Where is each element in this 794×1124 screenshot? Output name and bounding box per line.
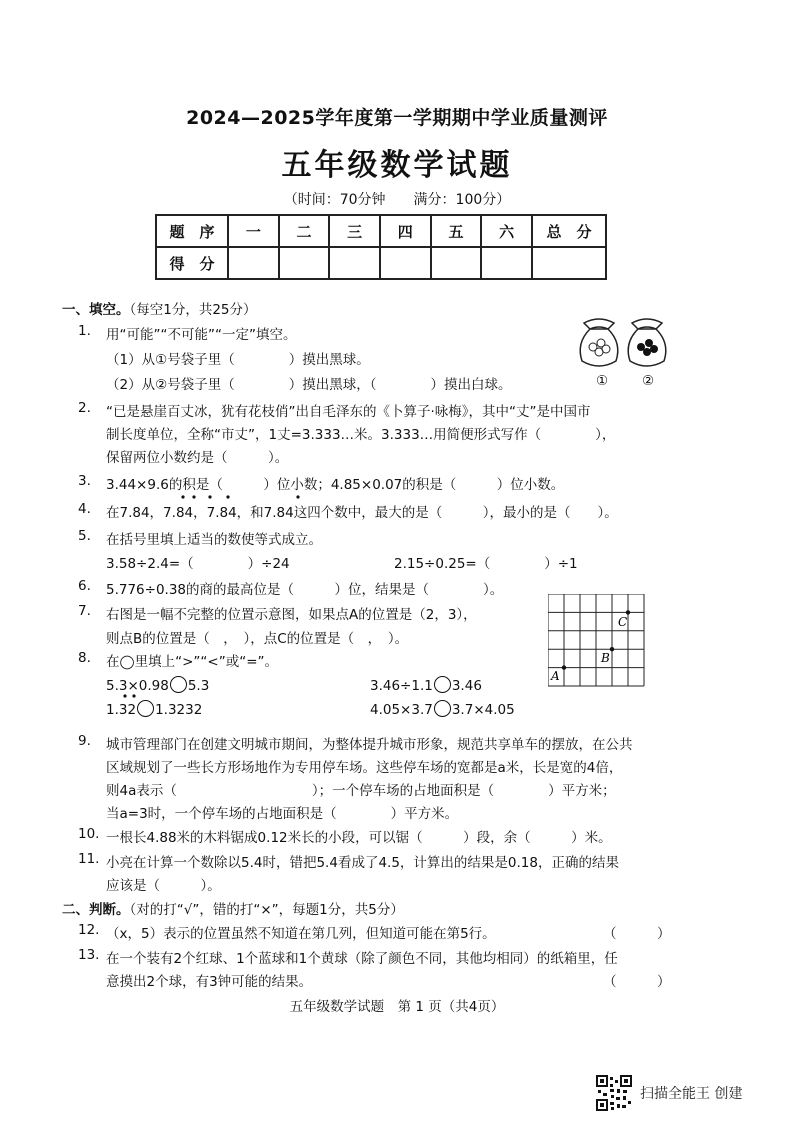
- q1-part-b: （2）从②号袋子里（ ）摸出黑球，（ ）摸出白球。: [106, 377, 512, 393]
- bag-1-label: ①: [596, 373, 609, 389]
- q7-line: 则点B的位置是（ ， ），点C的位置是（ ， ）。: [106, 631, 409, 647]
- q2-line: 制长度单位，全称“市丈”，1丈=3.333…米。3.333…用简便形式写作（ ），: [106, 427, 616, 443]
- score-table-header-row: [156, 215, 606, 247]
- exam-title: 2024—2025学年度第一学期期中学业质量测评: [186, 107, 608, 129]
- q8-compare-2: [370, 676, 482, 694]
- repeating-decimal-dots: [180, 493, 310, 501]
- exam-subtitle: 五年级数学试题: [281, 148, 513, 183]
- q12-number: 12.: [78, 922, 100, 938]
- q8-compare-3: [106, 700, 202, 718]
- score-cell: 二: [279, 215, 330, 247]
- q8-expr-left: 3.46÷1.1: [370, 678, 433, 694]
- q8-expr-left: 4.05×3.7: [370, 702, 433, 718]
- q5-equation-b: 2.15÷0.25=（ ）÷1: [394, 556, 578, 572]
- q9-line: 城市管理部门在创建文明城市期间，为整体提升城市形象，规范共享单车的摆放，在公共: [106, 737, 633, 753]
- q8-line: 在◯里填上“>”“<”或“=”。: [106, 654, 279, 670]
- q9-number: 9.: [78, 733, 91, 749]
- exam-full-score: 满分：100分）: [413, 192, 511, 208]
- score-table: [155, 214, 607, 280]
- score-cell: 题 序: [156, 215, 228, 247]
- score-table-score-row: [156, 247, 606, 279]
- section-2-label: 二、判断。: [62, 902, 130, 918]
- section-2-title: [62, 898, 404, 918]
- score-cell: 四: [380, 215, 431, 247]
- q11-line: 小亮在计算一个数除以5.4时，错把5.4看成了4.5，计算出的结果是0.18，正确的结果: [106, 855, 619, 871]
- score-cell: 总 分: [532, 215, 606, 247]
- q10-line: 一根长4.88米的木料锯成0.12米长的小段，可以锯（ ）段，余（ ）米。: [106, 830, 612, 846]
- q12-answer-paren[interactable]: （ ）: [603, 926, 671, 942]
- q3-line: 3.44×9.6的积是（ ）位小数；4.85×0.07的积是（ ）位小数。: [106, 477, 565, 493]
- q8-expr-right: 1.3232: [155, 702, 203, 718]
- section-1-label: 一、填空。: [62, 302, 130, 318]
- q9-line: 当a=3时，一个停车场的占地面积是（ ）平方米。: [106, 806, 459, 822]
- compare-circle[interactable]: [137, 700, 154, 717]
- bag-2-icon: [628, 319, 666, 366]
- q8-expr-left: 5.3×0.98: [106, 678, 169, 694]
- q8-expr-right: 3.7×4.05: [451, 702, 515, 718]
- score-input-cell[interactable]: [380, 247, 431, 279]
- grid-label-c: C: [618, 615, 628, 629]
- bag-2-label: ②: [642, 373, 655, 389]
- q2-line: “已是悬崖百丈冰，犹有花枝俏”出自毛泽东的《卜算子·咏梅》，其中“丈”是中国市: [106, 404, 591, 420]
- q8-expr-left: 1.32: [106, 702, 137, 718]
- scanner-watermark: 扫描全能王 创建: [640, 1086, 743, 1102]
- grid-point-b: [610, 647, 614, 651]
- grid-label-a: A: [551, 669, 560, 683]
- grid-point-c: [626, 610, 630, 614]
- exam-info: [0, 189, 794, 209]
- score-input-cell[interactable]: [481, 247, 532, 279]
- qr-code-icon: [596, 1075, 632, 1111]
- q9-line: 区域规划了一些长方形场地作为专用停车场。这些停车场的宽都是a米，长是宽的4倍，: [106, 760, 623, 776]
- score-cell: 五: [431, 215, 482, 247]
- bag-1-icon: [580, 319, 618, 366]
- compare-circle[interactable]: [434, 676, 451, 693]
- q11-number: 11.: [78, 851, 100, 867]
- score-cell: 一: [228, 215, 279, 247]
- q11-line: 应该是（ ）。: [106, 878, 221, 894]
- repeating-decimal-dots: [122, 692, 152, 700]
- score-input-cell[interactable]: [279, 247, 330, 279]
- q1-number: 1.: [78, 323, 91, 339]
- q13-line: 在一个装有2个红球、1个蓝球和1个黄球（除了颜色不同，其他均相同）的纸箱里，任: [106, 951, 618, 967]
- score-cell: 得 分: [156, 247, 228, 279]
- q7-number: 7.: [78, 603, 91, 619]
- q6-line: 5.776÷0.38的商的最高位是（ ）位，结果是（ ）。: [106, 582, 504, 598]
- section-2-hint: （对的打“√”，错的打“×”，每题1分，共5分）: [129, 902, 404, 918]
- q8-compare-4: [370, 700, 515, 718]
- q5-line: 在括号里填上适当的数使等式成立。: [106, 532, 322, 548]
- section-1-hint: （每空1分，共25分）: [129, 302, 257, 318]
- q1-part-a: （1）从①号袋子里（ ）摸出黑球。: [106, 352, 370, 368]
- grid-label-b: B: [601, 651, 610, 665]
- q4-line: 在7.84，7.84，7.84，和7.84这四个数中，最大的是（ ），最小的是（ ）。: [106, 505, 618, 521]
- q13-answer-paren[interactable]: （ ）: [603, 974, 671, 990]
- score-cell: 六: [481, 215, 532, 247]
- score-cell: 三: [329, 215, 380, 247]
- q6-number: 6.: [78, 578, 91, 594]
- q9-line: 则4a表示（ ）；一个停车场的占地面积是（ ）平方米；: [106, 783, 616, 799]
- q5-number: 5.: [78, 528, 91, 544]
- section-1-title: [62, 298, 257, 318]
- score-input-cell[interactable]: [228, 247, 279, 279]
- q2-line: 保留两位小数约是（ ）。: [106, 450, 289, 466]
- q5-equation-a: 3.58÷2.4=（ ）÷24: [106, 556, 290, 572]
- q8-number: 8.: [78, 650, 91, 666]
- q13-line: 意摸出2个球，有3钟可能的结果。: [106, 974, 313, 990]
- compare-circle[interactable]: [434, 700, 451, 717]
- grid-point-a: [562, 665, 566, 669]
- q12-line: （x，5）表示的位置虽然不知道在第几列，但知道可能在第5行。: [106, 926, 496, 942]
- q10-number: 10.: [78, 826, 100, 842]
- q7-line: 右图是一幅不完整的位置示意图，如果点A的位置是（2，3），: [106, 607, 477, 623]
- q1-stem: 用“可能”“不可能”“一定”填空。: [106, 327, 297, 343]
- compare-circle[interactable]: [170, 676, 187, 693]
- q8-expr-right: 5.3: [187, 678, 210, 694]
- q4-number: 4.: [78, 501, 91, 517]
- position-grid: [548, 594, 648, 690]
- q2-number: 2.: [78, 400, 91, 416]
- page-footer: 五年级数学试题 第 1 页（共4页）: [289, 999, 505, 1015]
- bag-illustrations: [574, 313, 674, 373]
- q8-expr-right: 3.46: [451, 678, 482, 694]
- score-input-cell[interactable]: [431, 247, 482, 279]
- exam-time: （时间：70分钟: [283, 192, 386, 208]
- q13-number: 13.: [78, 947, 100, 963]
- score-input-cell[interactable]: [532, 247, 606, 279]
- q3-number: 3.: [78, 473, 91, 489]
- score-input-cell[interactable]: [329, 247, 380, 279]
